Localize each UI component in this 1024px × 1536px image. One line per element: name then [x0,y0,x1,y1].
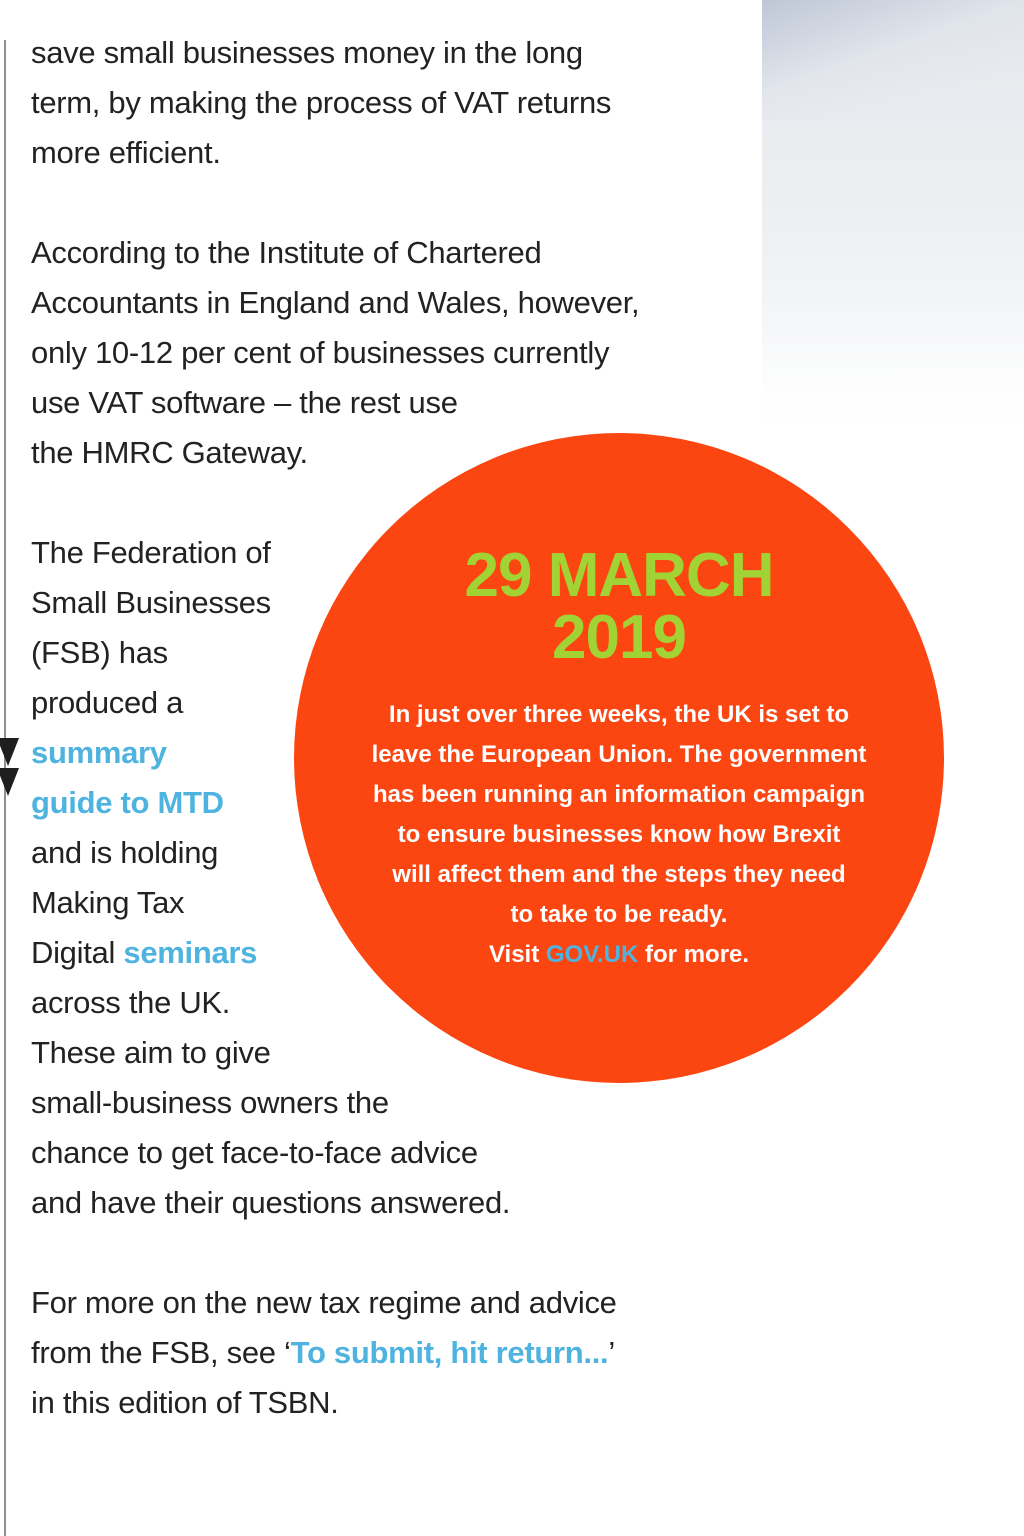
callout-line: leave the European Union. The government [371,741,867,768]
text-line: across the UK. [31,985,231,1020]
callout-title-line: 2019 [552,603,686,672]
visit-suffix: for more. [638,941,750,968]
callout-line: will affect them and the steps they need [392,861,846,888]
text-line: chance to get face-to-face advice [31,1135,478,1170]
text-line: more efficient. [31,135,221,170]
callout-line: In just over three weeks, the UK is set to [388,701,850,728]
text-line: small-business owners the [31,1085,389,1120]
submit-return-link[interactable]: To submit, hit return... [290,1335,609,1370]
text-line: in this edition of TSBN. [31,1385,339,1420]
photo-fade [762,330,1024,440]
text-line: Small Businesses [31,585,271,620]
visit-prefix: Visit [488,941,546,968]
text-line: According to the Institute of Chartered [31,235,542,270]
text-line: Accountants in England and Wales, however, [31,285,640,320]
text-line: the HMRC Gateway. [31,435,308,470]
text-fragment: from the FSB, see ‘ [31,1335,291,1370]
seminars-link[interactable]: seminars [123,935,258,970]
paragraph-more-info [31,1278,731,1428]
callout-body [294,695,944,975]
text-line: produced a [31,685,184,720]
text-line: save small businesses money in the long [31,35,583,70]
text-line: The Federation of [31,535,271,570]
callout-line: has been running an information campaign [372,781,866,808]
brexit-callout [294,433,944,1083]
paragraph-efficiency [31,28,731,178]
photo-sheen [762,0,1024,120]
callout-visit-line [294,935,944,975]
text-fragment: ’ [608,1335,615,1370]
text-line: and have their questions answered. [31,1185,511,1220]
triangle-pointer-icon [0,738,19,766]
text-line: (FSB) has [31,635,168,670]
text-line: term, by making the process of VAT returns [31,85,612,120]
decorative-photo [762,0,1024,440]
callout-line: to ensure businesses know how Brexit [397,821,841,848]
summary-guide-link[interactable]: guide to MTD [31,785,224,820]
text-line [31,1328,731,1378]
callout-title-line: 29 MARCH [464,541,774,610]
callout-date-title [294,541,944,672]
text-line: For more on the new tax regime and advice [31,1285,617,1320]
text-line: and is holding [31,835,219,870]
callout-line: to take to be ready. [510,901,728,928]
text-line: These aim to give [31,1035,271,1070]
text-line: Making Tax [31,885,185,920]
triangle-pointer-icon [0,768,19,796]
text-line: only 10-12 per cent of businesses currently [31,335,610,370]
digital-word: Digital [31,935,116,970]
gov-uk-link[interactable]: GOV.UK [545,941,639,968]
summary-guide-link[interactable]: summary [31,735,167,770]
text-line: use VAT software – the rest use [31,385,458,420]
